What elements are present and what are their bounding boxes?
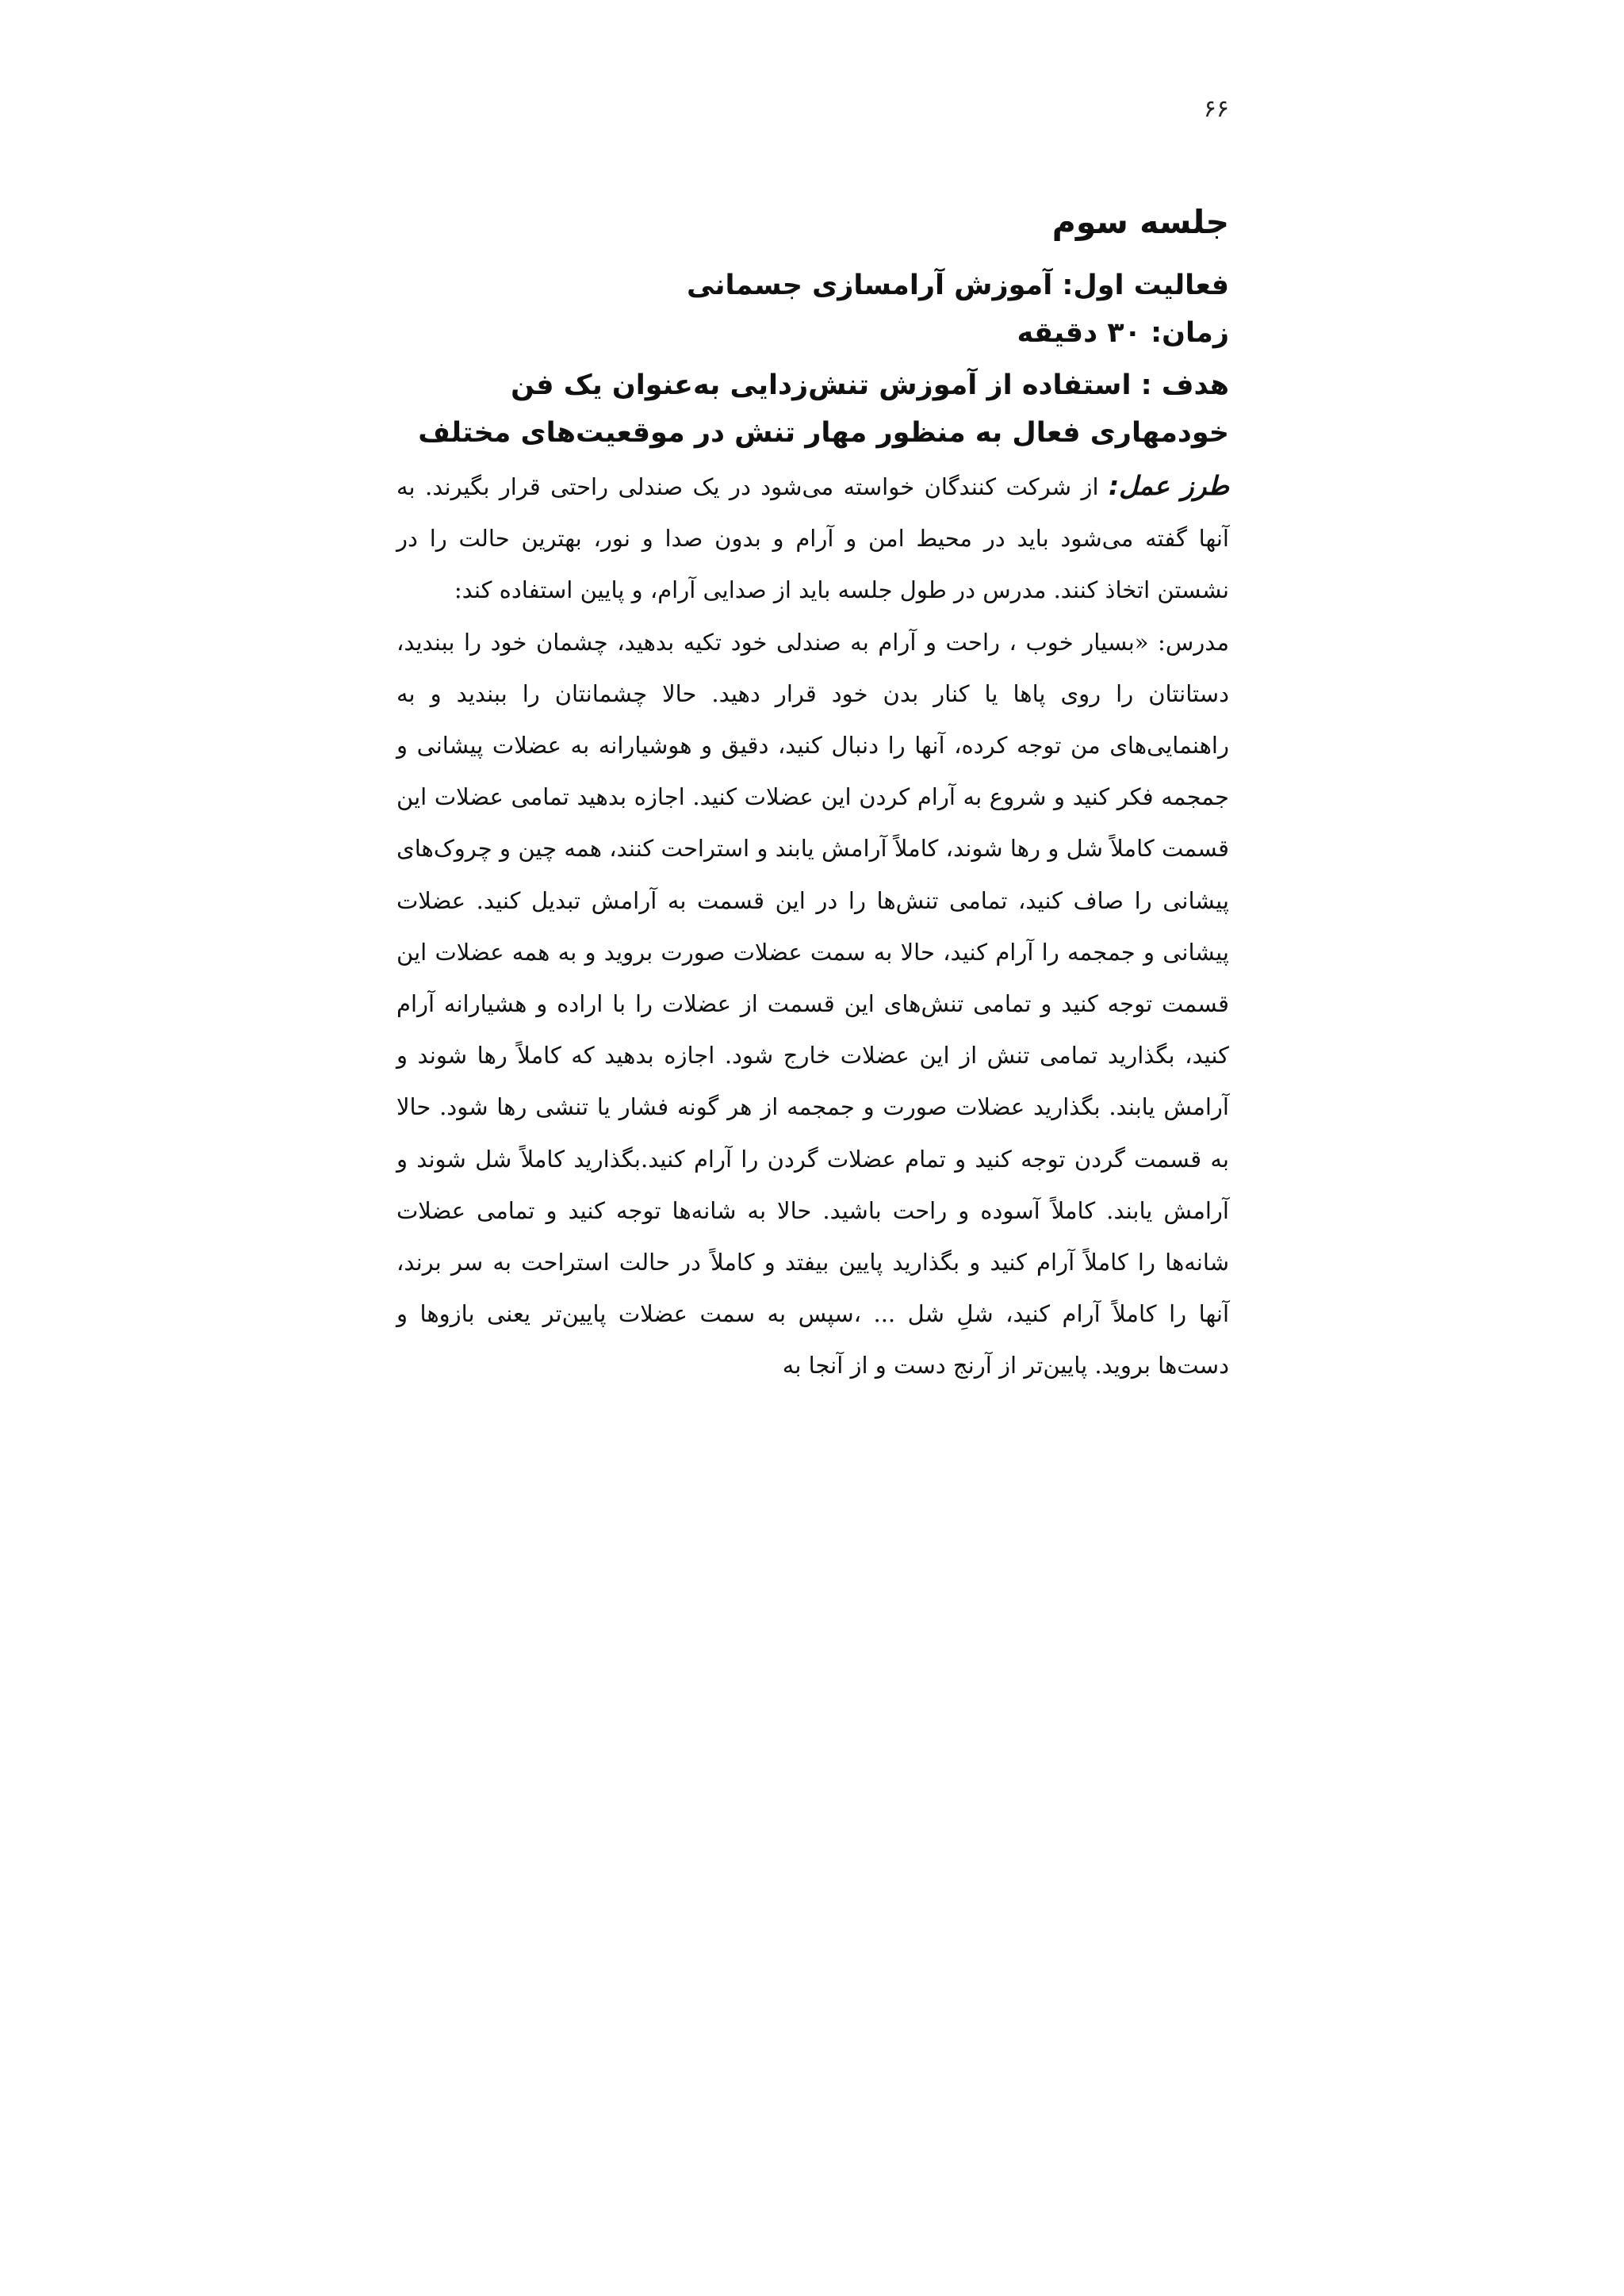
method-text: از شرکت کنندگان خواسته می‌شود در یک صندلی راحتی قرار بگیرند. به آنها گفته می‌شود باید در محیط امن و آرام و بدون صدا و نور، بهترین حالت را در نشستن اتخاذ کنند. مدرس در طول جلسه باید از صدایی آرام، و پایین استفاده کند:: [396, 473, 1229, 604]
page-content: [396, 198, 1229, 1392]
page-number: ۶۶: [1203, 95, 1229, 123]
session-title: جلسه سوم: [1051, 203, 1229, 241]
method-label: طرز عمل:: [1108, 470, 1229, 501]
duration-heading: زمان: ۳۰ دقیقه: [1017, 317, 1229, 349]
activity-heading: فعالیت اول: آموزش آرامسازی جسمانی: [686, 270, 1229, 301]
method-paragraph: [396, 460, 1229, 617]
instructor-paragraph: مدرس: «بسیار خوب ، راحت و آرام به صندلی خود تکیه بدهید، چشمان خود را ببندید، دستانتان را روی پاها یا کنار بدن خود قرار دهید. حالا چشمانتان را ببندید و به راهنمایی‌های من توجه کرده، آنها را دنبال کنید، دقیق و هوشیارانه به عضلات پیشانی و جمجمه فکر کنید و شروع به آرام کردن این عضلات کنید. اجازه بدهید تمامی عضلات این قسمت کاملاً شل و رها شوند، کاملاً آرامش یابند و استراحت کنند، همه چین و چروک‌های پیشانی را صاف کنید، تمامی تنش‌ها را در این قسمت به آرامش تبدیل کنید. عضلات پیشانی و جمجمه را آرام کنید، حالا به سمت عضلات صورت بروید و به همه عضلات این قسمت توجه کنید و تمامی تنش‌های این قسمت از عضلات را با اراده و هشیارانه آرام کنید، بگذارید تمامی تنش از این عضلات خارج شود. اجازه بدهید که کاملاً رها شوند و آرامش یابند. بگذارید عضلات صورت و جمجمه از هر گونه فشار یا تنشی رها شود. حالا به قسمت گردن توجه کنید و تمام عضلات گردن را آرام کنید.بگذارید کاملاً شل شوند و آرامش یابند. کاملاً آسوده و راحت باشید. حالا به شانه‌ها توجه کنید و تمامی عضلات شانه‌ها را کاملاً آرام کنید و بگذارید پایین بیفتد و کاملاً در حالت استراحت به سر برند، آنها را کاملاً آرام کنید، شلِ شل ... ،سپس به سمت عضلات پایین‌تر یعنی بازوها و دست‌ها بروید. پایین‌تر از آرنج دست و از آنجا به: [396, 628, 1229, 1380]
goal-heading: هدف : استفاده از آموزش تنش‌زدایی به‌عنوان یک فن خودمهاری فعال به منظور مهار تنش در موقعیت‌های مختلف: [418, 369, 1229, 449]
